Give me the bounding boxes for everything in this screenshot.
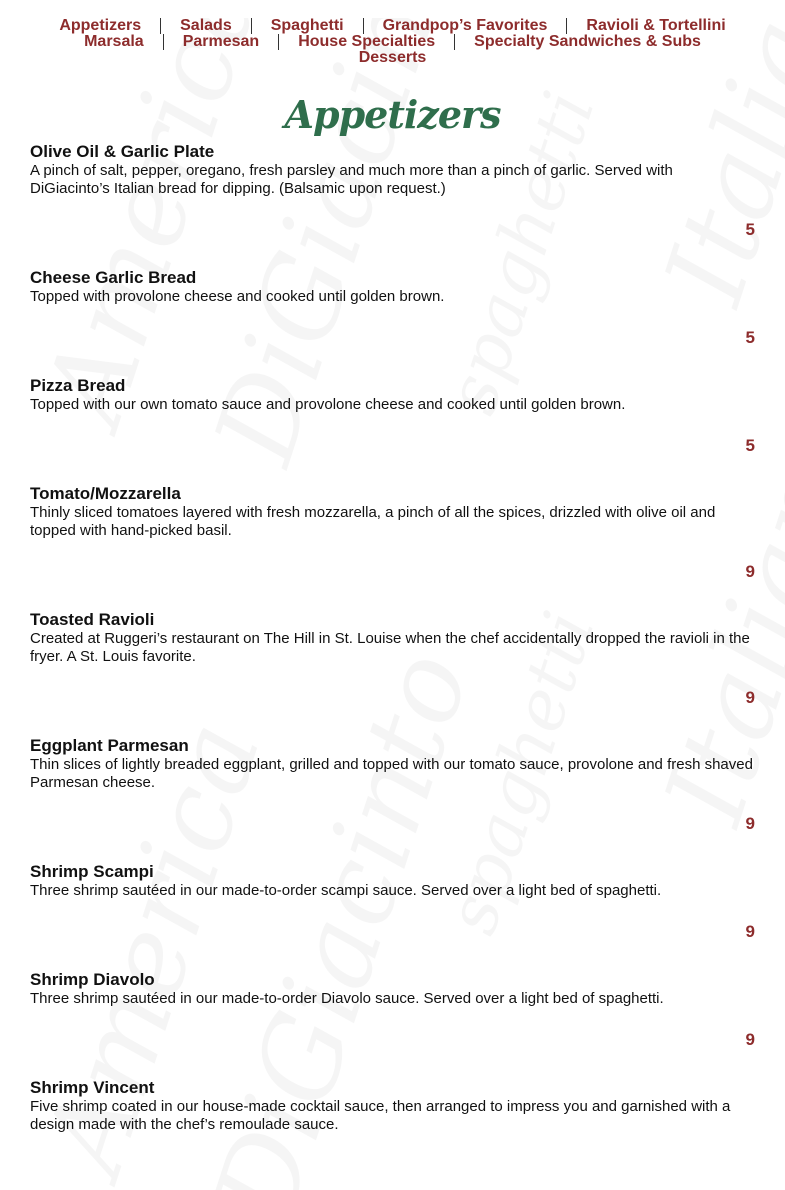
nav-link-ravioli-tortellini[interactable]: Ravioli & Tortellini bbox=[566, 18, 744, 34]
nav-link-marsala[interactable]: Marsala bbox=[84, 33, 144, 50]
menu-item-description: A pinch of salt, pepper, oregano, fresh parsley and much more than a pinch of garlic. Served with DiGiacinto’s Italian bread for dipping. (Balsamic upon request.) bbox=[30, 162, 673, 197]
nav-link-grandpops-favorites[interactable]: Grandpop’s Favorites bbox=[363, 18, 567, 34]
menu-item bbox=[30, 610, 755, 736]
menu-item-description: Five shrimp coated in our house-made cocktail sauce, then arranged to impress you and garnished with a design made with the chef’s remoulade sauce. bbox=[30, 1098, 731, 1133]
menu-item bbox=[30, 142, 755, 268]
menu-item-description: Created at Ruggeri’s restaurant on The Hill in St. Louise when the chef accidentally dropped the ravioli in the fryer. A St. Louis favorite. bbox=[30, 630, 750, 665]
section-title bbox=[0, 92, 785, 142]
menu-item-name: Olive Oil & Garlic Plate bbox=[30, 142, 215, 161]
menu-item-name: Shrimp Diavolo bbox=[30, 970, 155, 989]
menu-item-description: Thin slices of lightly breaded eggplant, grilled and topped with our tomato sauce, provolone and fresh shaved Parmesan cheese. bbox=[30, 756, 753, 791]
nav-link-house-specialties[interactable]: House Specialties bbox=[278, 34, 454, 50]
menu-item bbox=[30, 862, 755, 970]
nav-link-specialty-sandwiches[interactable]: Specialty Sandwiches & Subs bbox=[454, 34, 720, 50]
menu-item-name: Cheese Garlic Bread bbox=[30, 268, 197, 287]
menu-item-description: Thinly sliced tomatoes layered with fresh mozzarella, a pinch of all the spices, drizzled with olive oil and topped with hand-picked basil. bbox=[30, 504, 716, 539]
menu-item-name: Pizza Bread bbox=[30, 376, 126, 395]
section-title-text: Appetizers bbox=[284, 92, 501, 137]
menu-item-name: Toasted Ravioli bbox=[30, 610, 155, 629]
nav-link-salads[interactable]: Salads bbox=[160, 18, 251, 34]
menu-item-price: 9 bbox=[745, 562, 755, 581]
menu-item-price: 5 bbox=[745, 328, 755, 347]
menu-item-description: Topped with provolone cheese and cooked until golden brown. bbox=[30, 288, 445, 305]
menu-item-price: 5 bbox=[745, 220, 755, 239]
menu-item-name: Shrimp Vincent bbox=[30, 1078, 155, 1097]
menu-item-price: 5 bbox=[745, 436, 755, 455]
nav-link-parmesan[interactable]: Parmesan bbox=[163, 34, 279, 50]
menu-item-price: 9 bbox=[745, 1030, 755, 1049]
menu-item bbox=[30, 268, 755, 376]
menu-item-price: 9 bbox=[745, 688, 755, 707]
menu-item-name: Tomato/Mozzarella bbox=[30, 484, 181, 503]
menu-item-price: 9 bbox=[745, 922, 755, 941]
menu-item-name: Eggplant Parmesan bbox=[30, 736, 189, 755]
menu-item bbox=[30, 970, 755, 1078]
menu-item-name: Shrimp Scampi bbox=[30, 862, 154, 881]
menu-item bbox=[30, 1078, 755, 1154]
nav-link-desserts[interactable]: Desserts bbox=[358, 49, 427, 66]
menu-item bbox=[30, 736, 755, 862]
nav-row-3 bbox=[30, 50, 755, 66]
menu-items-list bbox=[0, 142, 785, 1154]
menu-item bbox=[30, 484, 755, 610]
menu-category-nav bbox=[30, 18, 755, 66]
nav-link-appetizers[interactable]: Appetizers bbox=[59, 17, 142, 34]
menu-item-description: Three shrimp sautéed in our made-to-order scampi sauce. Served over a light bed of spaghetti. bbox=[30, 882, 662, 899]
menu-item-description: Topped with our own tomato sauce and provolone cheese and cooked until golden brown. bbox=[30, 396, 626, 413]
nav-link-spaghetti[interactable]: Spaghetti bbox=[251, 18, 363, 34]
menu-item-price: 9 bbox=[745, 814, 755, 833]
menu-item bbox=[30, 376, 755, 484]
nav-row-2 bbox=[30, 34, 755, 50]
nav-row-1 bbox=[30, 18, 755, 34]
menu-item-description: Three shrimp sautéed in our made-to-order Diavolo sauce. Served over a light bed of spaghetti. bbox=[30, 990, 664, 1007]
